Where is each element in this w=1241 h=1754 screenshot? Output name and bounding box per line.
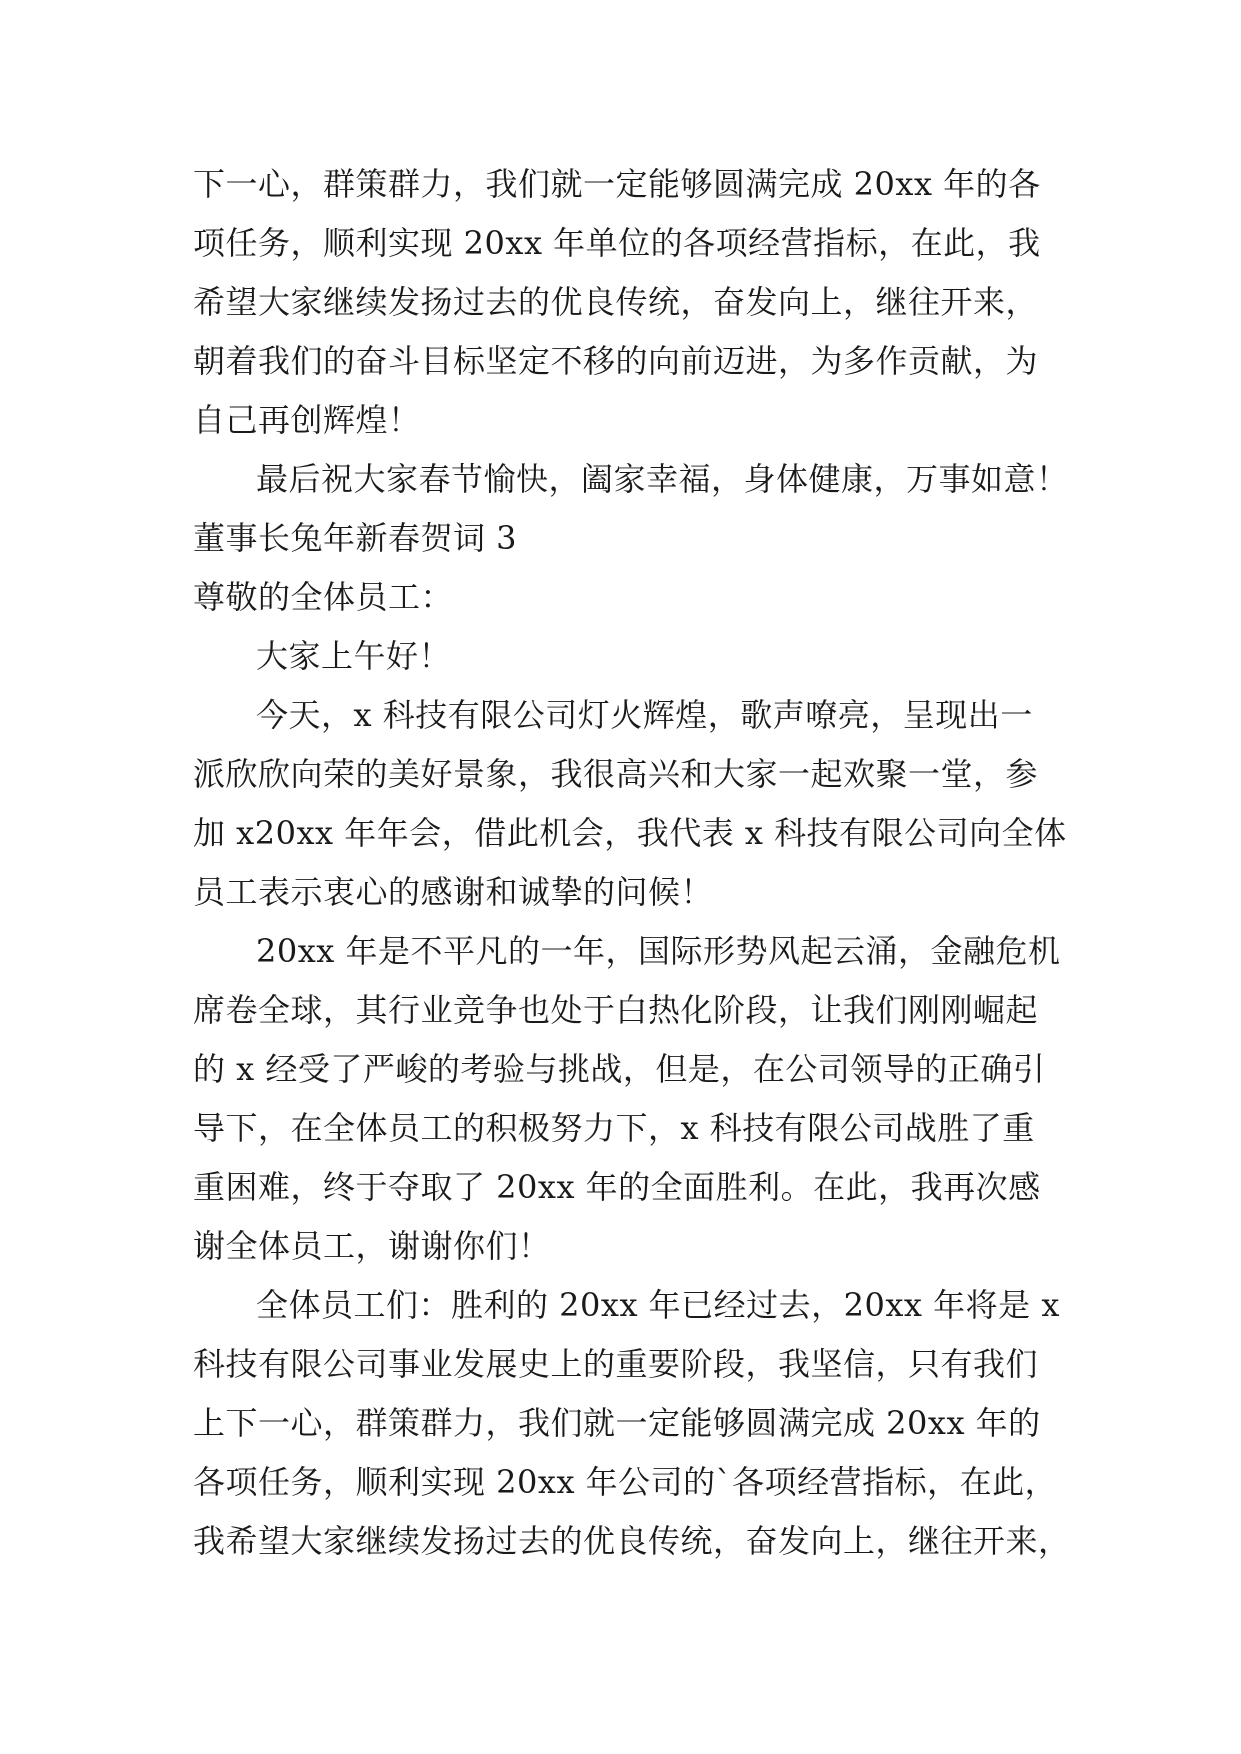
paragraph-line: 朝着我们的奋斗目标坚定不移的向前迈进，为多作贡献，为	[193, 342, 1039, 380]
paragraph-line: 全体员工们：胜利的 20xx 年已经过去，20xx 年将是 x	[256, 1286, 1060, 1324]
paragraph-line: 派欣欣向荣的美好景象，我很高兴和大家一起欢聚一堂，参	[193, 755, 1039, 793]
salutation: 尊敬的全体员工：	[193, 578, 454, 616]
paragraph-line: 20xx 年是不平凡的一年，国际形势风起云涌，金融危机	[256, 932, 1061, 970]
paragraph-line: 席卷全球，其行业竞争也处于白热化阶段，让我们刚刚崛起	[193, 991, 1039, 1029]
paragraph-line: 今天，x 科技有限公司灯火辉煌，歌声嘹亮，呈现出一	[256, 696, 1033, 734]
greeting: 大家上午好！	[256, 637, 452, 675]
paragraph-line: 自己再创辉煌！	[193, 401, 421, 439]
paragraph-line: 谢全体员工，谢谢你们！	[193, 1227, 551, 1265]
paragraph-line: 科技有限公司事业发展史上的重要阶段，我坚信，只有我们	[193, 1345, 1039, 1383]
paragraph-line: 最后祝大家春节愉快，阖家幸福，身体健康，万事如意！	[256, 460, 1069, 498]
paragraph-line: 重困难，终于夺取了 20xx 年的全面胜利。在此，我再次感	[193, 1168, 1041, 1206]
paragraph-line: 下一心，群策群力，我们就一定能够圆满完成 20xx 年的各	[193, 165, 1041, 203]
paragraph-line: 希望大家继续发扬过去的优良传统，奋发向上，继往开来，	[193, 283, 1039, 321]
paragraph-line: 加 x20xx 年年会，借此机会，我代表 x 科技有限公司向全体	[193, 814, 1067, 852]
paragraph-line: 项任务，顺利实现 20xx 年单位的各项经营指标，在此，我	[193, 224, 1041, 262]
section-heading: 董事长兔年新春贺词 3	[193, 519, 518, 557]
paragraph-line: 员工表示衷心的感谢和诚挚的问候！	[193, 873, 714, 911]
paragraph-line: 上下一心，群策群力，我们就一定能够圆满完成 20xx 年的	[193, 1404, 1041, 1442]
paragraph-line: 导下，在全体员工的积极努力下，x 科技有限公司战胜了重	[193, 1109, 1035, 1147]
paragraph-line: 的 x 经受了严峻的考验与挑战，但是，在公司领导的正确引	[193, 1050, 1046, 1088]
paragraph-line: 我希望大家继续发扬过去的优良传统，奋发向上，继往开来，	[193, 1522, 1071, 1560]
paragraph-line: 各项任务，顺利实现 20xx 年公司的`各项经营指标，在此，	[193, 1463, 1058, 1501]
